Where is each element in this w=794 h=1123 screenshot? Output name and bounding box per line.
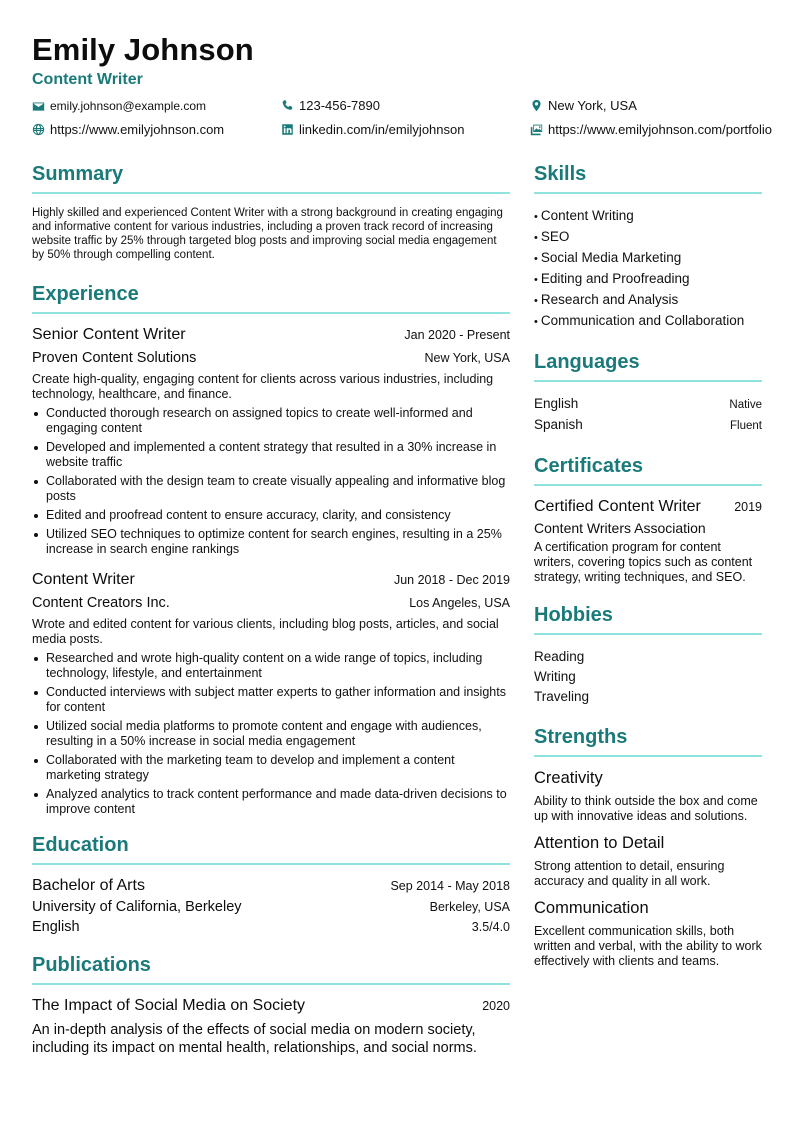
job-date: Jun 2018 - Dec 2019	[393, 573, 510, 587]
skill-item: • Editing and Proofreading	[534, 269, 762, 290]
strength-description: Excellent communication skills, both written and verbal, with the ability to work effectively with clients and teams.	[534, 924, 762, 968]
hobby-item: Reading	[534, 649, 585, 664]
education-gpa: 3.5/4.0	[471, 920, 510, 934]
job-bullet: Analyzed analytics to track content performance and made data-driven decisions to improve content	[32, 787, 510, 817]
contact-location-text: New York, USA	[548, 98, 637, 113]
language-level: Native	[729, 399, 762, 411]
job-bullet: Collaborated with the marketing team to develop and implement a content marketing strategy	[32, 753, 510, 783]
hobbies-heading: Hobbies	[534, 603, 762, 635]
publications-section	[32, 953, 510, 1057]
language-name: English	[534, 396, 579, 411]
education-degree: Bachelor of Arts	[32, 877, 145, 894]
contact-website-text: https://www.emilyjohnson.com	[50, 122, 225, 137]
education-section	[32, 833, 510, 935]
job-entry	[32, 571, 510, 817]
certificate-description: A certification program for content writers, covering topics such as content strategy, writing techniques, and SEO.	[534, 540, 753, 584]
strength-title: Attention to Detail	[534, 834, 665, 852]
language-name: Spanish	[534, 417, 583, 432]
contact-portfolio-text: https://www.emilyjohnson.com/portfolio	[548, 122, 772, 137]
job-location: New York, USA	[424, 351, 510, 365]
contact-phone-text: 123-456-7890	[299, 98, 380, 113]
job-company: Proven Content Solutions	[32, 350, 197, 366]
contact-linkedin[interactable]	[281, 122, 464, 137]
education-location: Berkeley, USA	[429, 900, 510, 914]
skill-item: • Communication and Collaboration	[534, 311, 762, 332]
job-title: Content Writer	[32, 571, 135, 588]
job-bullet: Edited and proofread content to ensure accuracy, clarity, and consistency	[32, 508, 510, 523]
job-bullet: Utilized social media platforms to promote content and engage with audiences, resulting in a 50% increase in social media engagement	[32, 719, 510, 749]
job-bullet: Utilized SEO techniques to optimize content for search engines, resulting in a 25% increase in search engine rankings	[32, 527, 510, 557]
education-field: English	[32, 919, 80, 935]
education-date: Sep 2014 - May 2018	[390, 879, 510, 893]
job-date: Jan 2020 - Present	[404, 328, 510, 342]
job-company: Content Creators Inc.	[32, 595, 170, 611]
summary-heading: Summary	[32, 162, 510, 194]
summary-section	[32, 162, 510, 262]
job-description: Wrote and edited content for various clients, including blog posts, articles, and social media posts.	[32, 617, 499, 646]
certificates-heading: Certificates	[534, 454, 762, 486]
skill-item: • Content Writing	[534, 206, 762, 227]
job-description: Create high-quality, engaging content for clients across various industries, including technology, healthcare, and finance.	[32, 372, 494, 401]
language-level: Fluent	[730, 420, 762, 432]
contact-email-text: emily.johnson@example.com	[50, 99, 207, 113]
summary-text: Highly skilled and experienced Content Writer with a strong background in creating engaging and informative content for various industries, including a proven track record of increasing website traffic by 25% through targeted blog posts and improving social media engagement by 50% through compelling content.	[32, 207, 503, 261]
contact-website[interactable]	[32, 122, 224, 137]
job-bullets	[32, 651, 510, 817]
languages-heading: Languages	[534, 350, 762, 382]
job-bullet: Conducted thorough research on assigned topics to create well-informed and engaging content	[32, 406, 510, 436]
language-row	[534, 415, 762, 436]
experience-heading: Experience	[32, 282, 510, 314]
certificate-org: Content Writers Association	[534, 520, 706, 536]
contact-portfolio[interactable]	[530, 122, 772, 137]
skills-list	[534, 206, 762, 332]
languages-list	[534, 394, 762, 436]
education-school: University of California, Berkeley	[32, 899, 242, 915]
strengths-heading: Strengths	[534, 725, 762, 757]
linkedin-icon	[281, 123, 294, 136]
contact-location	[530, 98, 637, 113]
phone-icon	[281, 99, 294, 112]
strength-description: Ability to think outside the box and come up with innovative ideas and solutions.	[534, 794, 758, 823]
experience-section	[32, 282, 510, 817]
skill-item: • Social Media Marketing	[534, 248, 762, 269]
portfolio-image-icon	[530, 123, 543, 136]
job-bullets	[32, 406, 510, 557]
strength-title: Communication	[534, 899, 649, 917]
publication-title: The Impact of Social Media on Society	[32, 997, 306, 1014]
job-location: Los Angeles, USA	[409, 596, 510, 610]
envelope-icon	[32, 100, 45, 113]
job-entry	[32, 326, 510, 557]
hobbies-list	[534, 647, 762, 707]
language-row	[534, 394, 762, 415]
publication-year: 2020	[482, 999, 510, 1013]
job-bullet: Developed and implemented a content strategy that resulted in a 30% increase in website traffic	[32, 440, 510, 470]
strengths-section	[534, 725, 762, 969]
publication-description: An in-depth analysis of the effects of social media on modern society, including its impact on mental health, relationships, and social norms.	[32, 1022, 477, 1056]
job-bullet: Collaborated with the design team to create visually appealing and informative blog posts	[32, 474, 510, 504]
candidate-role: Content Writer	[32, 71, 143, 88]
globe-icon	[32, 123, 45, 136]
certificate-year: 2019	[734, 500, 762, 514]
skill-item: • Research and Analysis	[534, 290, 762, 311]
skill-item: • SEO	[534, 227, 762, 248]
skills-section	[534, 162, 762, 332]
hobby-item: Traveling	[534, 689, 590, 704]
job-bullet: Conducted interviews with subject matter experts to gather information and insights for content	[32, 685, 510, 715]
skills-heading: Skills	[534, 162, 762, 194]
publications-heading: Publications	[32, 953, 510, 985]
candidate-name: Emily Johnson	[32, 32, 254, 67]
map-pin-icon	[530, 99, 543, 112]
hobby-item: Writing	[534, 669, 576, 684]
job-title: Senior Content Writer	[32, 326, 186, 343]
education-heading: Education	[32, 833, 510, 865]
certificates-section	[534, 454, 762, 585]
strength-title: Creativity	[534, 769, 603, 787]
job-bullet: Researched and wrote high-quality content on a wide range of topics, including technology, lifestyle, and entertainment	[32, 651, 510, 681]
contact-linkedin-text: linkedin.com/in/emilyjohnson	[299, 122, 465, 137]
contact-email[interactable]	[32, 99, 206, 113]
contact-phone[interactable]	[281, 98, 380, 113]
languages-section	[534, 350, 762, 436]
hobbies-section	[534, 603, 762, 707]
certificate-name: Certified Content Writer	[534, 498, 701, 515]
strength-description: Strong attention to detail, ensuring accuracy and quality in all work.	[534, 859, 725, 888]
left-column	[32, 162, 510, 1057]
right-column	[534, 162, 762, 979]
